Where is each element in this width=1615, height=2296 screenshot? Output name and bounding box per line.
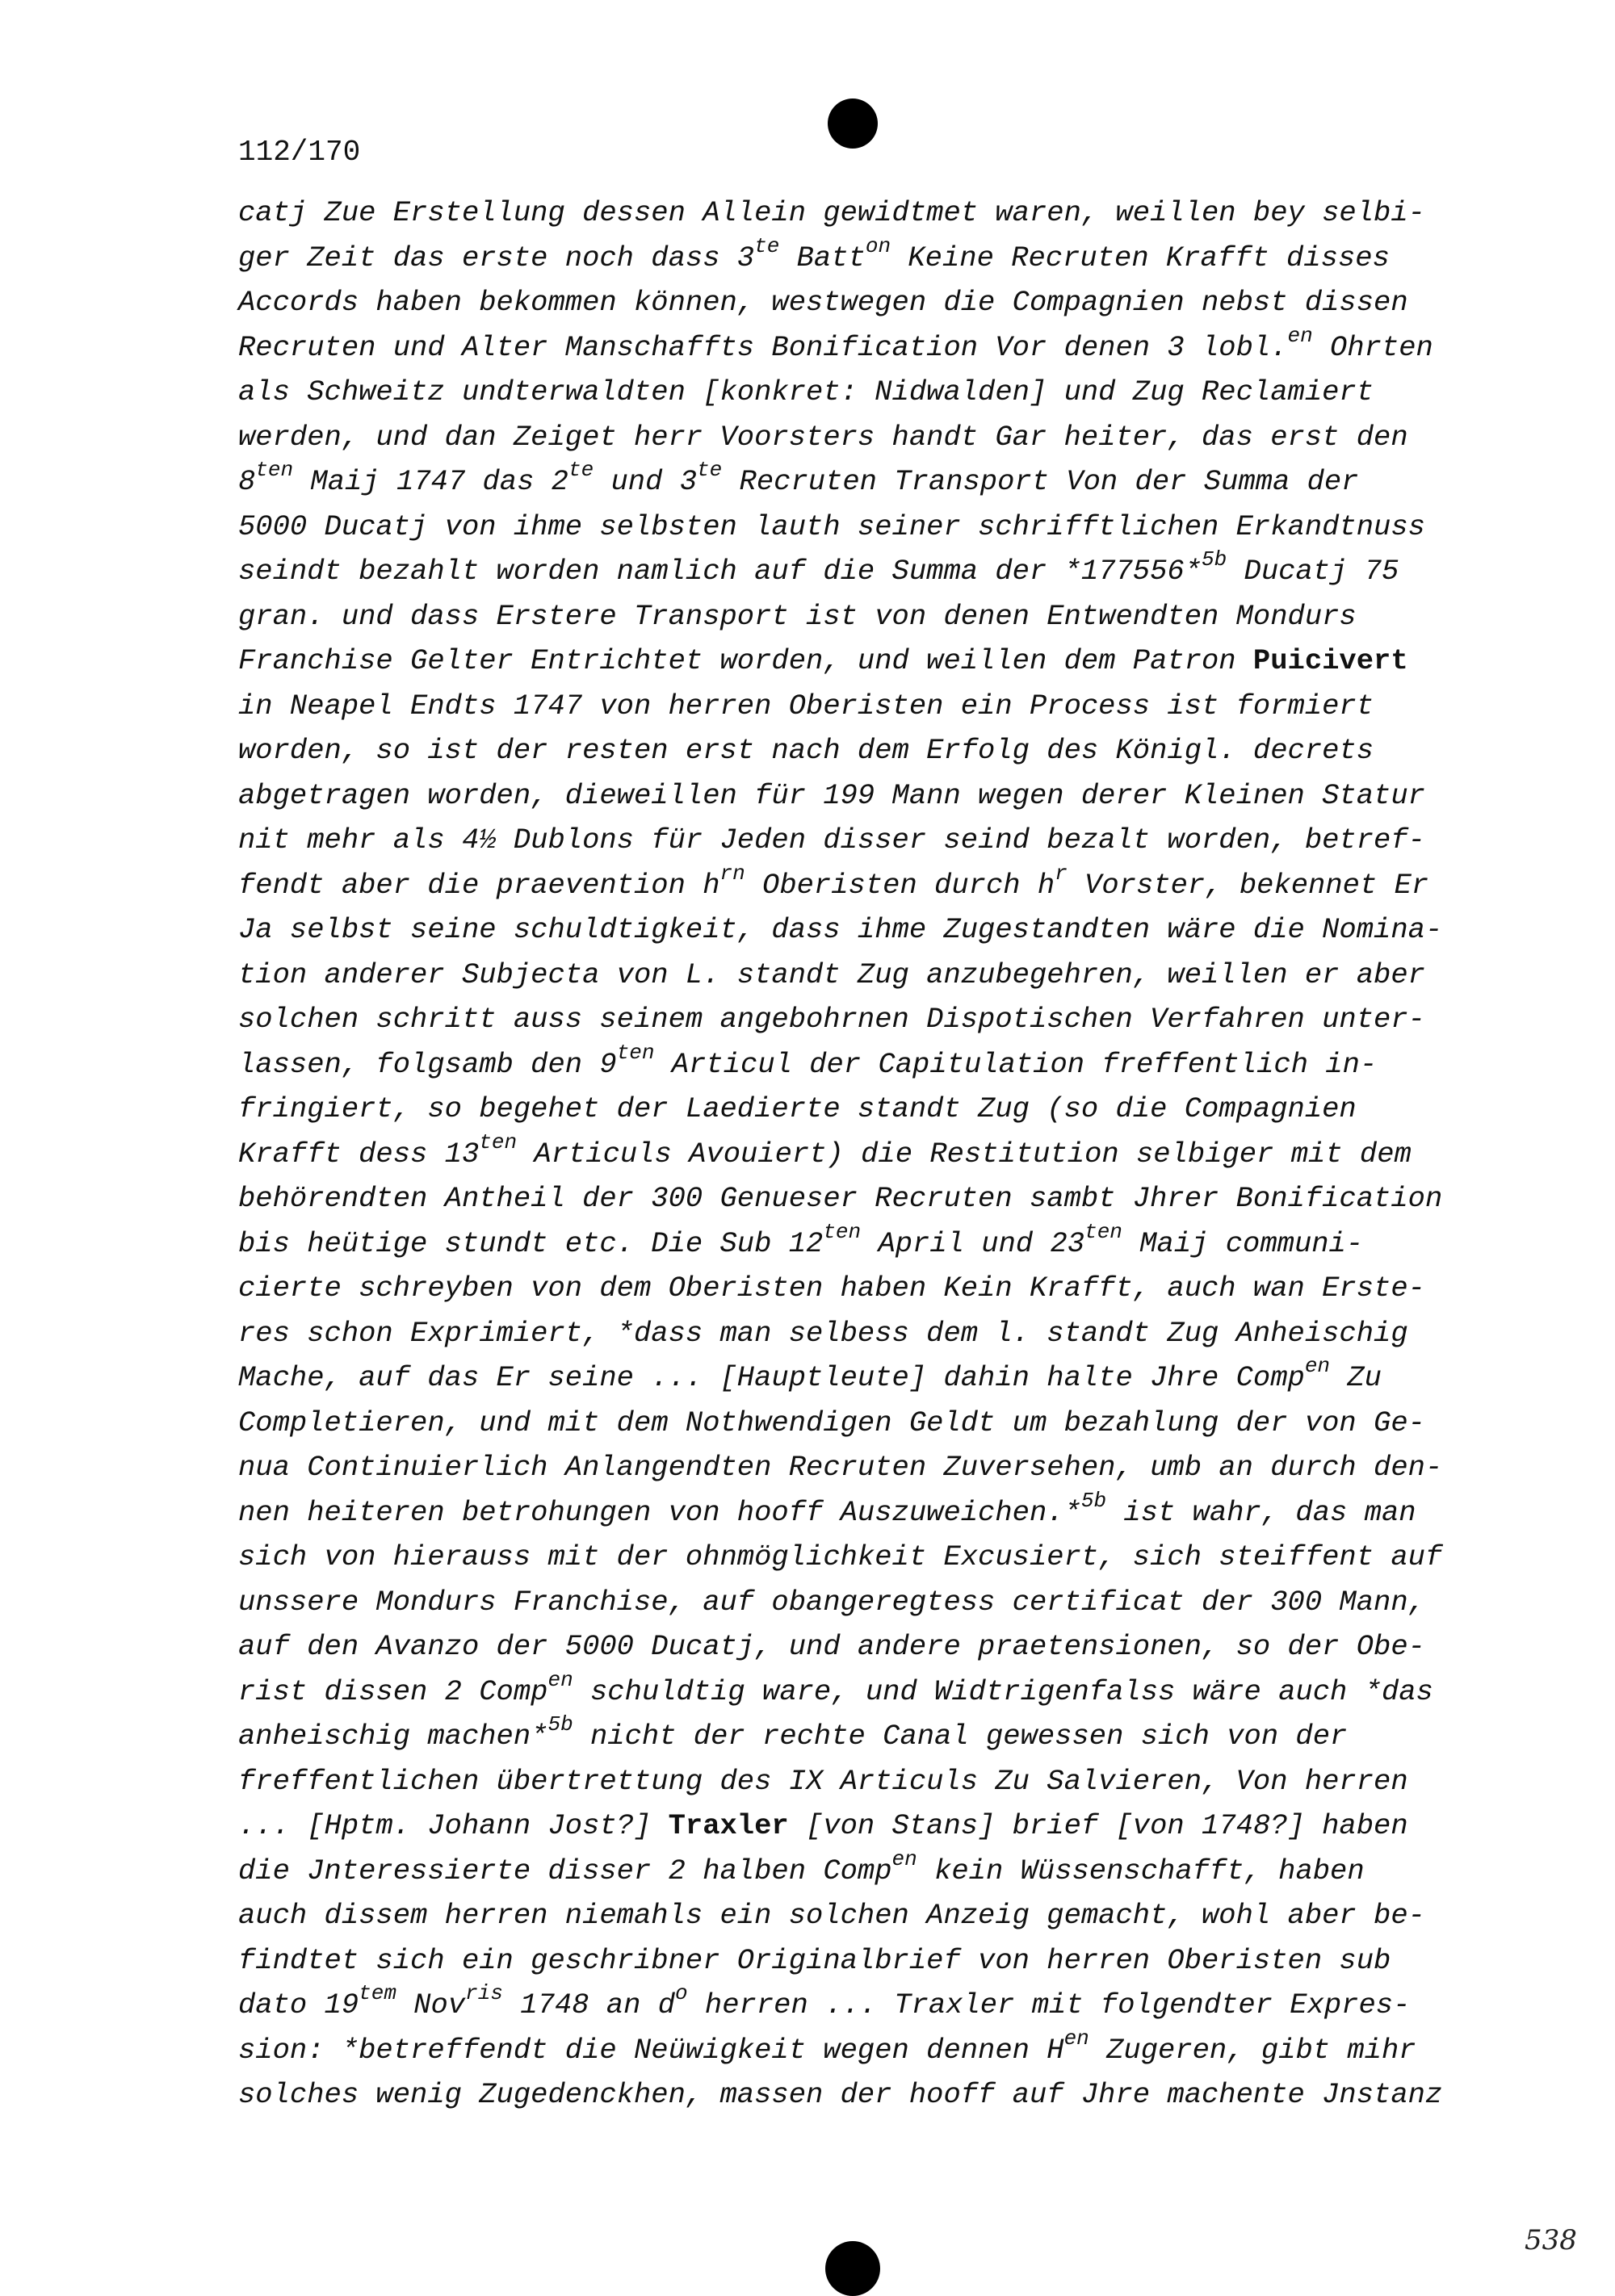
text-segment: herren ... Traxler mit folgendter Expres- xyxy=(687,1988,1411,2022)
text-segment: 5000 Ducatj von ihme selbsten lauth seiner schrifftlichen Erkandtnuss xyxy=(238,509,1425,543)
text-segment: res schon Exprimiert, *dass man selbess dem l. standt Zug Anheischig xyxy=(238,1316,1408,1350)
superscript: ten xyxy=(823,1219,862,1244)
superscript: 5b xyxy=(547,1712,573,1737)
text-line xyxy=(238,1490,1514,1536)
bold-name: Puicivert xyxy=(1252,644,1408,677)
text-line xyxy=(238,997,1514,1042)
text-line xyxy=(238,1667,1514,1715)
text-segment: Maij communi- xyxy=(1122,1226,1364,1260)
text-line xyxy=(238,1042,1514,1087)
text-segment: Ja selbst seine schuldtigkeit, dass ihme Zugestandten wäre die Nomina- xyxy=(238,913,1443,946)
text-segment: Zugeren, gibt mihr xyxy=(1089,2033,1416,2067)
page-number: 112/170 xyxy=(238,136,361,169)
text-segment: Completieren, und mit dem Nothwendigen Geldt um bezahlung der von Ge- xyxy=(238,1406,1425,1439)
text-segment: 1748 an d xyxy=(502,1988,676,2022)
text-line xyxy=(238,1893,1514,1938)
superscript: 5b xyxy=(1202,547,1227,572)
superscript: tem xyxy=(359,1981,396,2006)
text-segment: dato 19 xyxy=(238,1988,359,2022)
text-line xyxy=(238,1759,1514,1804)
punch-hole-bottom xyxy=(825,2241,880,2296)
bold-name: Traxler xyxy=(668,1809,789,1842)
text-segment: auch dissem herren niemahls ein solchen Anzeig gemacht, wohl aber be- xyxy=(238,1899,1425,1932)
text-segment: ... [Hptm. Johann Jost?] xyxy=(238,1809,669,1842)
archive-mark xyxy=(1525,2224,1577,2256)
text-line xyxy=(238,505,1514,550)
superscript: en xyxy=(891,1846,917,1871)
text-segment: solchen schritt auss seinem angebohrnen Dispotischen Verfahren unter- xyxy=(238,1003,1425,1036)
text-line xyxy=(238,233,1514,281)
superscript: 5b xyxy=(1080,1488,1107,1513)
text-segment: fendt aber die praevention h xyxy=(238,868,720,902)
superscript: ris xyxy=(465,1981,503,2006)
superscript: te xyxy=(697,458,723,483)
text-segment: Ducatj 75 xyxy=(1227,555,1399,588)
document-body xyxy=(238,191,1514,2118)
text-segment: anheischig machen* xyxy=(238,1720,548,1753)
punch-hole-top xyxy=(828,98,878,149)
archive-mark-text: 538 xyxy=(1525,2224,1577,2256)
text-segment: ist wahr, das man xyxy=(1106,1495,1416,1529)
text-line xyxy=(238,1846,1514,1894)
text-segment: lassen, folgsamb den 9 xyxy=(238,1047,617,1081)
text-line xyxy=(238,1221,1514,1267)
text-line xyxy=(238,907,1514,953)
text-segment: catj Zue Erstellung dessen Allein gewidtmet waren, weillen bey selbi- xyxy=(238,196,1425,229)
text-line xyxy=(238,1087,1514,1132)
text-segment: solches wenig Zugedenckhen, massen der hooff auf Jhre machente Jnstanz xyxy=(238,2078,1443,2111)
text-segment: Franchise Gelter Entrichtet worden, und weillen dem Patron xyxy=(238,644,1253,677)
superscript: o xyxy=(675,1981,688,2006)
text-segment: Accords haben bekommen können, westwegen die Compagnien nebst dissen xyxy=(238,286,1408,319)
text-segment: Mache, auf das Er seine ... [Hauptleute] dahin halte Jhre Comp xyxy=(238,1361,1305,1394)
superscript: te xyxy=(754,233,780,258)
text-segment: sich von hierauss mit der ohnmöglichkeit Excusiert, sich steiffent auf xyxy=(238,1540,1443,1573)
text-segment: schuldtig ware, und Widtrigenfalss wäre auch *das xyxy=(573,1674,1433,1708)
superscript: ten xyxy=(255,458,294,483)
text-segment: Keine Recruten Krafft disses xyxy=(891,241,1390,274)
superscript: r xyxy=(1055,861,1068,886)
text-line xyxy=(238,370,1514,415)
text-line xyxy=(238,191,1514,236)
text-line xyxy=(238,415,1514,460)
text-line xyxy=(238,1355,1514,1401)
text-segment: Zu xyxy=(1330,1361,1382,1394)
text-line xyxy=(238,549,1514,594)
text-line xyxy=(238,953,1514,998)
text-line xyxy=(238,1535,1514,1580)
text-segment: Articuls Avouiert) die Restitution selbiger mit dem xyxy=(517,1137,1412,1171)
text-segment: als Schweitz undterwaldten [konkret: Nidwalden] und Zug Reclamiert xyxy=(238,375,1374,409)
superscript: ten xyxy=(616,1040,655,1065)
superscript: ten xyxy=(1084,1219,1122,1244)
text-segment: unssere Mondurs Franchise, auf obangeregtess certificat der 300 Mann, xyxy=(238,1585,1425,1619)
text-line xyxy=(238,1445,1514,1490)
superscript: rn xyxy=(719,861,745,886)
text-segment: Recruten und Alter Manschaffts Bonification Vor denen 3 lobl. xyxy=(238,330,1288,364)
text-line xyxy=(238,728,1514,773)
text-segment: tion anderer Subjecta von L. standt Zug anzubegehren, weillen er aber xyxy=(238,957,1425,991)
text-segment: nua Continuierlich Anlangendten Recruten Zuversehen, umb an durch den- xyxy=(238,1451,1443,1484)
text-line xyxy=(238,2028,1514,2073)
text-line xyxy=(238,459,1514,505)
superscript: ten xyxy=(479,1129,518,1154)
text-segment: ger Zeit das erste noch dass 3 xyxy=(238,241,755,274)
text-line xyxy=(238,1129,1514,1177)
text-line xyxy=(238,639,1514,684)
text-line xyxy=(238,1938,1514,1984)
text-segment: fringiert, so begehet der Laedierte standt Zug (so die Compagnien xyxy=(238,1092,1357,1125)
superscript: en xyxy=(1304,1354,1331,1379)
text-line xyxy=(238,818,1514,863)
text-segment: nit mehr als 4½ Dublons für Jeden disser seind bezalt worden, betref- xyxy=(238,823,1425,857)
text-line xyxy=(238,325,1514,371)
text-segment: Vorster, bekennet Er xyxy=(1067,868,1429,902)
text-segment: Articul der Capitulation freffentlich in- xyxy=(654,1047,1378,1081)
text-segment: abgetragen worden, dieweillen für 199 Mann wegen derer Kleinen Statur xyxy=(238,778,1425,812)
text-segment: in Neapel Endts 1747 von herren Oberisten ein Process ist formiert xyxy=(238,689,1374,723)
text-line xyxy=(238,684,1514,729)
superscript: te xyxy=(568,458,594,483)
text-segment: Ohrten xyxy=(1312,330,1433,364)
text-line xyxy=(238,280,1514,325)
text-segment: Nov xyxy=(396,1988,466,2022)
text-line xyxy=(238,1311,1514,1356)
text-segment: kein Wüssenschafft, haben xyxy=(917,1854,1365,1887)
text-line xyxy=(238,594,1514,639)
superscript: on xyxy=(865,233,891,258)
text-line xyxy=(238,1624,1514,1670)
text-segment: gran. und dass Erstere Transport ist von denen Entwendten Mondurs xyxy=(238,599,1357,633)
text-segment: cierte schreyben von dem Oberisten haben Kein Krafft, auch wan Erste- xyxy=(238,1272,1425,1305)
text-segment: Recruten Transport Von der Summa der xyxy=(722,465,1359,498)
text-segment: Krafft dess 13 xyxy=(238,1137,480,1171)
text-line xyxy=(238,2072,1514,2118)
text-segment: 8 xyxy=(238,465,256,498)
text-segment: [von Stans] brief [von 1748?] haben xyxy=(788,1809,1408,1842)
superscript: en xyxy=(1287,323,1313,348)
text-segment: bis heütige stundt etc. Die Sub 12 xyxy=(238,1226,824,1260)
text-segment: freffentlichen übertrettung des IX Articuls Zu Salvieren, Von herren xyxy=(238,1764,1408,1798)
text-segment: April und 23 xyxy=(861,1226,1085,1260)
text-line xyxy=(238,773,1514,819)
text-line xyxy=(238,863,1514,908)
superscript: en xyxy=(547,1667,573,1692)
text-line xyxy=(238,1714,1514,1759)
text-line xyxy=(238,1983,1514,2028)
text-line xyxy=(238,1804,1514,1849)
text-segment: und 3 xyxy=(594,465,698,498)
text-segment: Oberisten durch h xyxy=(745,868,1055,902)
text-line xyxy=(238,1176,1514,1221)
text-segment: behörendten Antheil der 300 Genueser Recruten sambt Jhrer Bonification xyxy=(238,1182,1443,1215)
text-segment: worden, so ist der resten erst nach dem Erfolg des Königl. decrets xyxy=(238,734,1374,767)
text-segment: rist dissen 2 Comp xyxy=(238,1674,548,1708)
text-line xyxy=(238,1266,1514,1311)
text-segment: werden, und dan Zeiget herr Voorsters handt Gar heiter, das erst den xyxy=(238,420,1408,454)
text-line xyxy=(238,1401,1514,1446)
text-segment: nicht der rechte Canal gewessen sich von der xyxy=(573,1720,1348,1753)
text-segment: findtet sich ein geschribner Originalbrief von herren Oberisten sub xyxy=(238,1943,1391,1977)
text-segment: Maij 1747 das 2 xyxy=(293,465,568,498)
superscript: en xyxy=(1063,2026,1089,2051)
text-segment: nen heiteren betrohungen von hooff Auszuweichen.* xyxy=(238,1495,1081,1529)
text-line xyxy=(238,1580,1514,1625)
text-segment: auf den Avanzo der 5000 Ducatj, und andere praetensionen, so der Obe- xyxy=(238,1630,1425,1663)
text-segment: die Jnteressierte disser 2 halben Comp xyxy=(238,1854,892,1887)
text-segment: sion: *betreffendt die Neüwigkeit wegen dennen H xyxy=(238,2033,1064,2067)
text-segment: Batt xyxy=(779,241,866,274)
text-segment: seindt bezahlt worden namlich auf die Summa der *177556* xyxy=(238,555,1202,588)
